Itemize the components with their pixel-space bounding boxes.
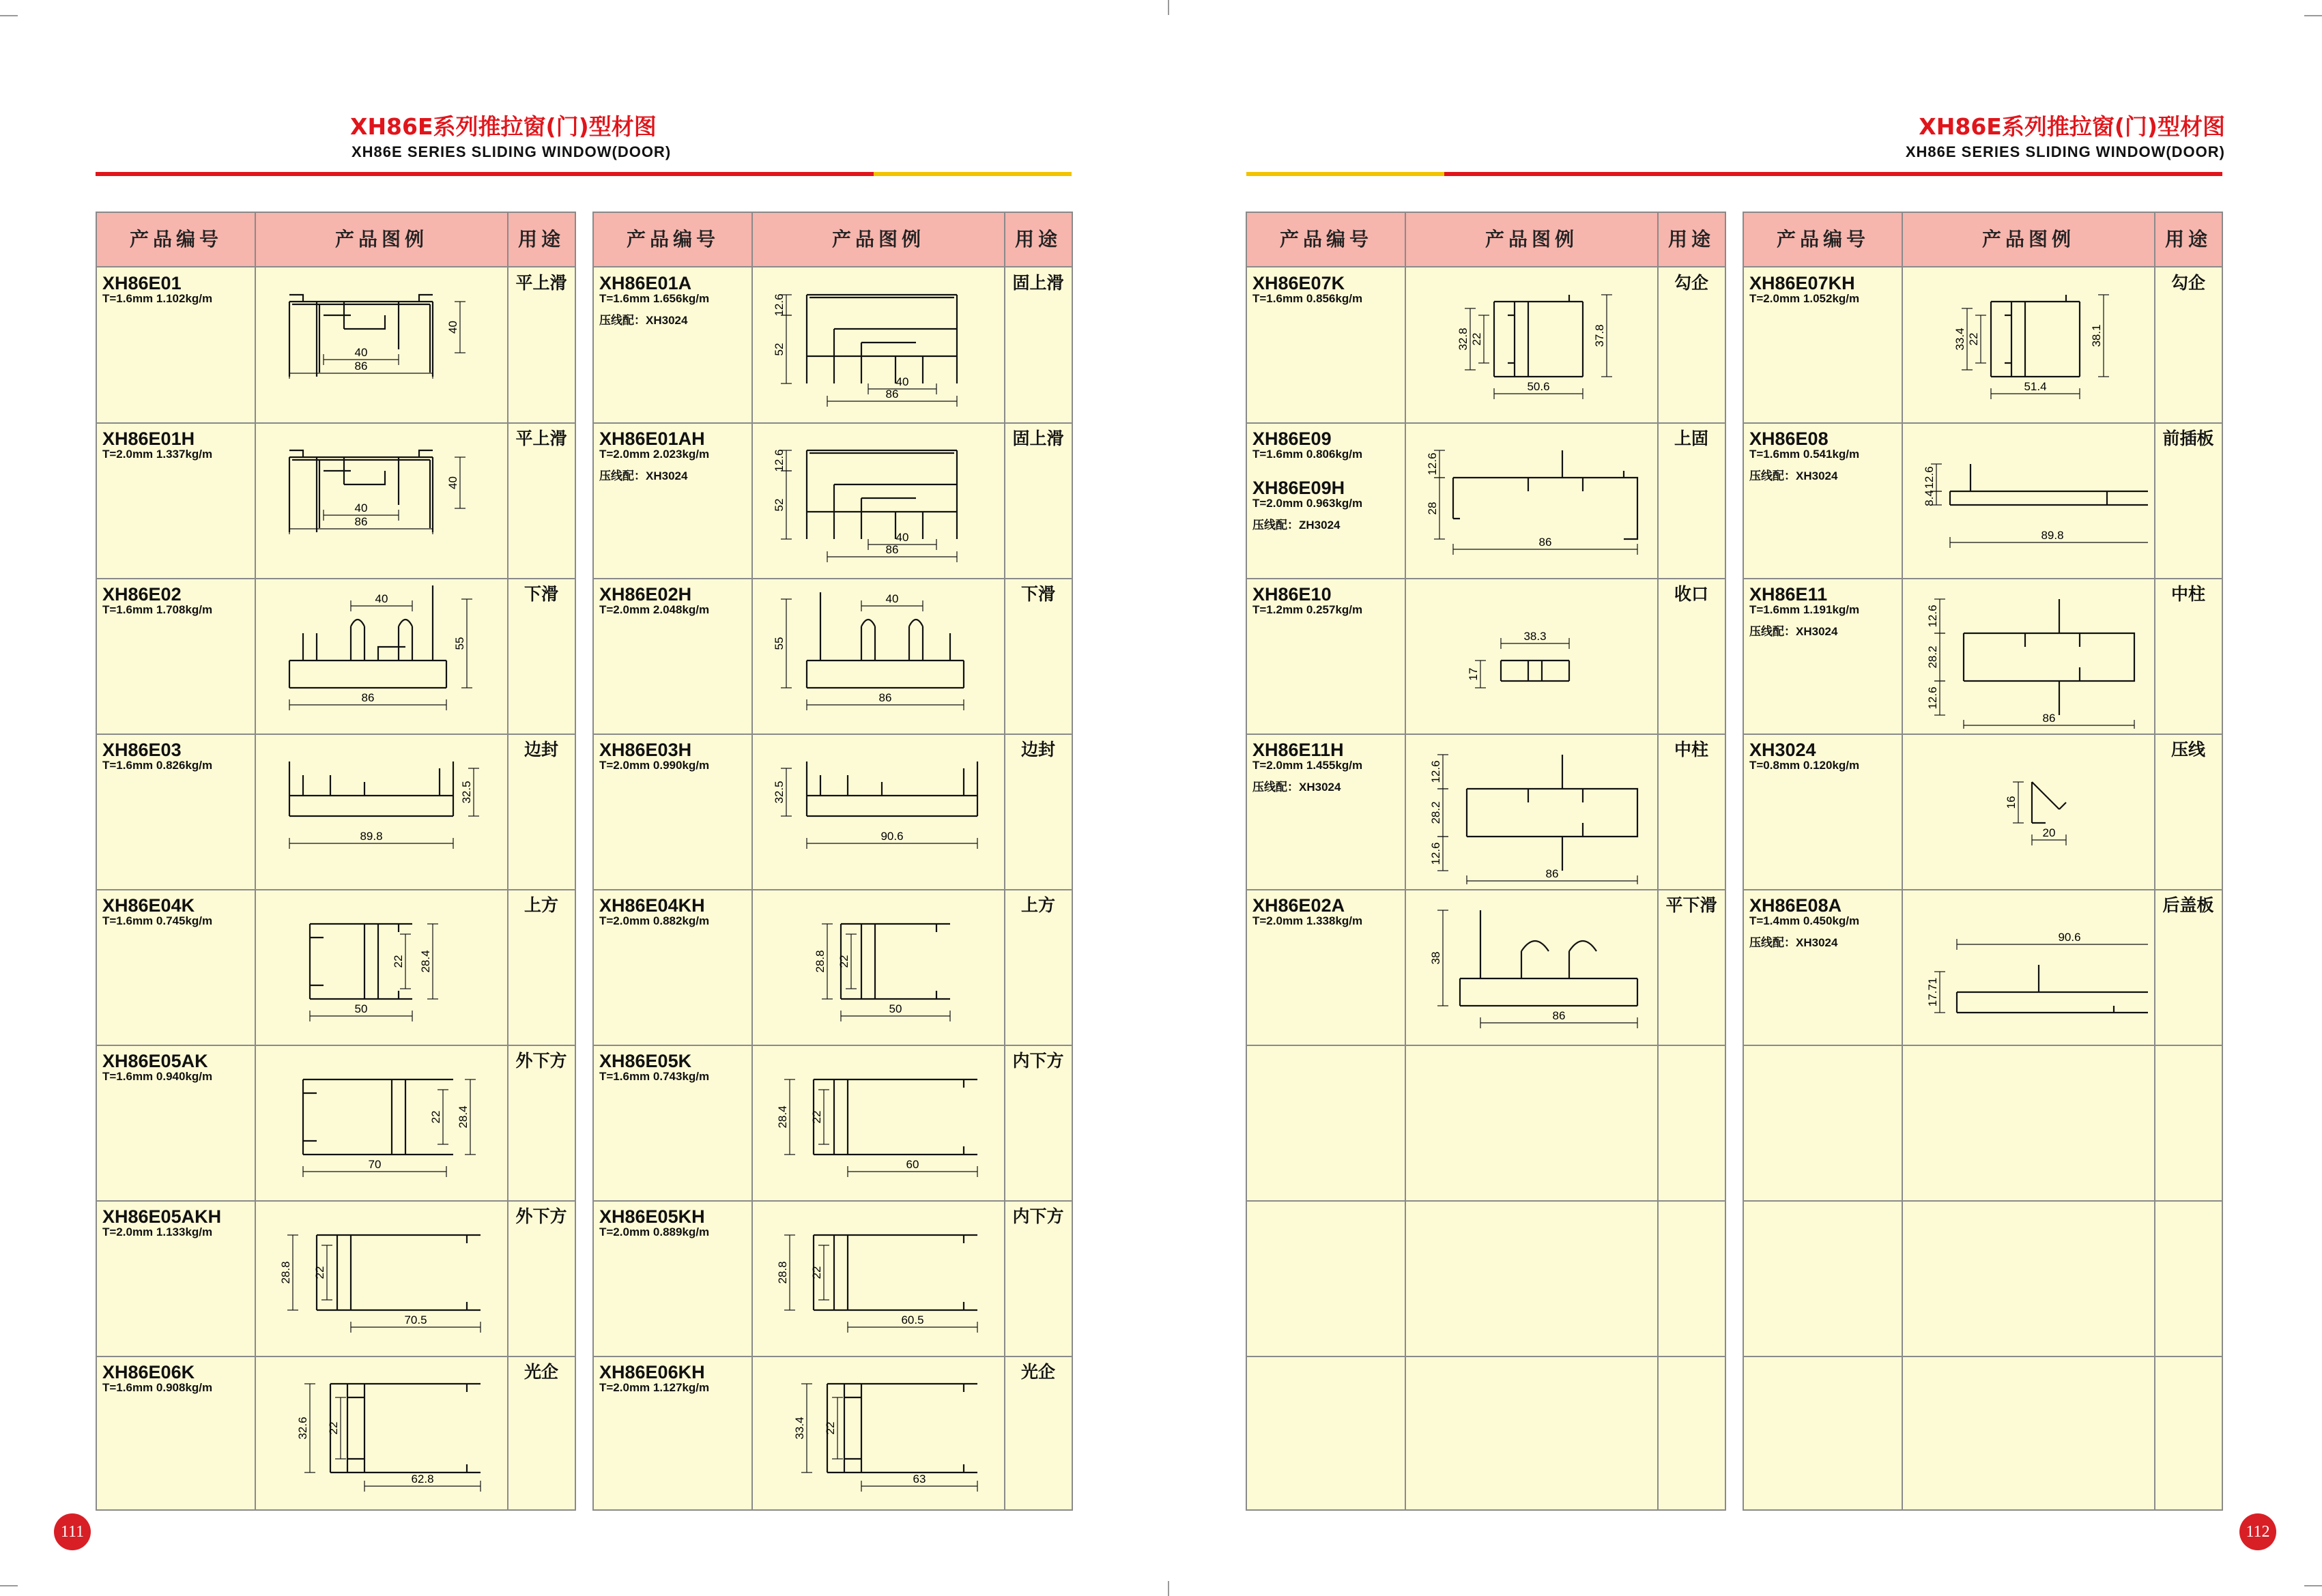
table-row (594, 1201, 1072, 1356)
table-header (594, 213, 1072, 267)
product-code: XH86E01 (102, 273, 182, 293)
dimension-label: 38.3 (1523, 630, 1547, 643)
table-header (1744, 213, 2222, 267)
dimension-label: 22 (810, 1266, 823, 1279)
dimension-label: 8.4 (1923, 490, 1936, 506)
dimension-label: 12.6 (1426, 452, 1439, 476)
product-spec: T=2.0mm 1.455kg/m (1252, 759, 1363, 772)
dimension-label: 38.1 (2090, 324, 2103, 347)
dimension-label: 38 (1429, 951, 1442, 965)
dimension-label: 51.4 (2024, 380, 2047, 393)
crop-mark-bottom-center (1168, 1581, 1169, 1596)
header-code: 产品编号 (129, 228, 223, 250)
header-use: 用途 (517, 228, 564, 250)
table-row (97, 267, 575, 423)
dimension-label: 32.5 (773, 781, 786, 804)
profile-table-3 (1246, 212, 1726, 1511)
header-use: 用途 (1014, 228, 1061, 250)
profile-diagram (1412, 897, 1651, 1040)
header-code: 产品编号 (626, 228, 719, 250)
product-use: 内下方 (1012, 1206, 1064, 1226)
header-code: 产品编号 (1279, 228, 1373, 250)
profile-diagram (759, 274, 998, 418)
product-code: XH86E07KH (1749, 273, 1855, 293)
page-number-left: 111 (54, 1513, 91, 1550)
product-spec: T=2.0mm 1.338kg/m (1252, 914, 1363, 927)
dimension-label: 70.5 (404, 1314, 427, 1326)
product-spec: T=2.0mm 0.882kg/m (599, 914, 710, 927)
table-row (594, 579, 1072, 734)
profile-diagram (1909, 430, 2148, 573)
dimension-label: 28.4 (457, 1105, 470, 1129)
product-code: XH86E05KH (599, 1206, 705, 1227)
dimension-label: 22 (327, 1421, 340, 1435)
dimension-label: 86 (878, 691, 892, 704)
table-row (97, 890, 575, 1045)
profile-diagram (262, 1363, 501, 1507)
product-use: 收口 (1674, 584, 1708, 604)
product-use: 上固 (1674, 429, 1708, 448)
dimension-label: 90.6 (2058, 931, 2081, 944)
table-row (97, 1201, 575, 1356)
dimension-label: 33.4 (793, 1417, 806, 1440)
product-spec: 压线配：XH3024 (1749, 936, 1838, 949)
dimension-label: 60 (906, 1158, 919, 1171)
product-spec: 压线配：XH3024 (1749, 625, 1838, 638)
product-spec: T=1.6mm 1.708kg/m (102, 603, 213, 616)
header-bar-right-yellow (1246, 172, 1444, 176)
dimension-label: 86 (354, 515, 368, 528)
dimension-label: 50.6 (1527, 380, 1550, 393)
dimension-label: 12.6 (1429, 842, 1442, 865)
dimension-label: 86 (354, 360, 368, 373)
table-row (1247, 267, 1725, 423)
dimension-label: 20 (2042, 826, 2056, 839)
table-row (594, 423, 1072, 579)
crop-mark-top-center (1168, 0, 1169, 15)
dimension-label: 17.71 (1926, 977, 1939, 1007)
profile-diagram (1412, 274, 1651, 418)
dimension-label: 33.4 (1953, 328, 1966, 351)
product-code: XH86E05AKH (102, 1206, 222, 1227)
product-use: 固上滑 (1012, 429, 1064, 448)
header-diagram: 产品图例 (831, 228, 925, 250)
crop-mark-top-left (0, 15, 18, 16)
crop-mark-bottom-left (0, 1585, 18, 1586)
dimension-label: 28.8 (279, 1261, 292, 1284)
profile-diagram (759, 430, 998, 573)
dimension-label: 40 (446, 321, 459, 334)
dimension-label: 86 (2042, 712, 2056, 725)
dimension-label: 17 (1467, 667, 1480, 681)
dimension-label: 32.5 (460, 781, 473, 804)
product-use: 上方 (1020, 895, 1055, 915)
product-use: 中柱 (2170, 584, 2205, 604)
product-use: 下滑 (1020, 584, 1055, 604)
dimension-label: 86 (885, 388, 899, 401)
product-use: 外下方 (515, 1051, 567, 1071)
product-use: 边封 (1020, 740, 1055, 759)
product-use: 中柱 (1674, 740, 1708, 759)
dimension-label: 86 (1545, 867, 1559, 880)
product-code: XH86E05AK (102, 1051, 208, 1071)
table-row (1247, 890, 1725, 1045)
page-title-right: XH86E系列推拉窗(门)型材图 (1919, 113, 2225, 140)
table-row (594, 267, 1072, 423)
table-row (594, 1356, 1072, 1512)
product-use: 下滑 (524, 584, 558, 604)
dimension-label: 22 (1470, 332, 1483, 346)
table-row (594, 734, 1072, 890)
dimension-label: 22 (824, 1421, 837, 1435)
profile-diagram (1909, 897, 2148, 1040)
product-code: XH86E01AH (599, 429, 705, 449)
product-spec: T=0.8mm 0.120kg/m (1749, 759, 1860, 772)
table-row (1744, 890, 2222, 1045)
table-row (1744, 267, 2222, 423)
product-spec: T=1.6mm 0.743kg/m (599, 1070, 710, 1083)
dimension-label: 40 (354, 502, 368, 514)
dimension-label: 40 (375, 592, 388, 605)
dimension-label: 28.2 (1429, 801, 1442, 824)
table-row (97, 734, 575, 890)
crop-mark-top-right (2304, 15, 2322, 16)
table-row (1247, 1201, 1725, 1356)
dimension-label: 55 (773, 637, 786, 650)
product-spec: T=1.6mm 0.908kg/m (102, 1381, 213, 1394)
header-use: 用途 (2164, 228, 2211, 250)
dimension-label: 60.5 (901, 1314, 924, 1326)
dimension-label: 89.8 (360, 830, 383, 843)
product-code: XH86E11H (1252, 740, 1344, 760)
dimension-label: 86 (885, 543, 899, 556)
profile-table-2 (592, 212, 1073, 1511)
product-code: XH86E02A (1252, 895, 1345, 916)
dimension-label: 22 (1967, 332, 1980, 346)
product-code: XH86E10 (1252, 584, 1332, 605)
table-row (1744, 423, 2222, 579)
profile-diagram (262, 585, 501, 729)
product-code: XH86E04K (102, 895, 195, 916)
product-code: XH86E08A (1749, 895, 1842, 916)
product-use: 边封 (524, 740, 558, 759)
product-code: XH86E09 (1252, 429, 1332, 449)
profile-diagram (262, 274, 501, 418)
product-spec: T=2.0mm 1.127kg/m (599, 1381, 710, 1394)
dimension-label: 28.2 (1926, 645, 1939, 669)
dimension-label: 40 (895, 531, 909, 544)
profile-diagram (262, 1052, 501, 1195)
profile-diagram (1412, 585, 1651, 729)
profile-diagram (1412, 430, 1651, 573)
page-title-left: XH86E系列推拉窗(门)型材图 (350, 113, 657, 140)
profile-diagram (262, 741, 501, 884)
profile-diagram (759, 585, 998, 729)
table-header (1247, 213, 1725, 267)
profile-diagram (1909, 585, 2148, 729)
dimension-label: 52 (773, 343, 786, 356)
header-code: 产品编号 (1776, 228, 1869, 250)
product-use: 固上滑 (1012, 273, 1064, 293)
table-row (594, 1045, 1072, 1201)
table-row (1744, 734, 2222, 890)
product-spec: T=1.6mm 1.656kg/m (599, 292, 710, 305)
profile-table-4 (1743, 212, 2223, 1511)
product-code: XH86E01H (102, 429, 195, 449)
profile-table-1 (96, 212, 576, 1511)
product-code: XH86E05K (599, 1051, 692, 1071)
dimension-label: 40 (446, 476, 459, 489)
crop-mark-bottom-right (2304, 1585, 2322, 1586)
product-code: XH86E11 (1749, 584, 1828, 605)
profile-diagram (759, 741, 998, 884)
dimension-label: 50 (889, 1002, 902, 1015)
dimension-label: 37.8 (1593, 324, 1606, 347)
dimension-label: 86 (1552, 1009, 1566, 1022)
product-spec-secondary: T=2.0mm 0.963kg/m (1252, 497, 1363, 510)
dimension-label: 86 (361, 691, 375, 704)
dimension-label: 28.4 (776, 1105, 789, 1129)
product-spec: 压线配：XH3024 (1252, 781, 1341, 794)
product-use: 压线 (2170, 740, 2205, 759)
product-spec: T=1.6mm 0.806kg/m (1252, 448, 1363, 461)
header-bar-left-yellow (874, 172, 1072, 176)
dimension-label: 12.6 (1926, 605, 1939, 628)
dimension-label: 62.8 (411, 1472, 434, 1485)
product-spec: 压线配：XH3024 (599, 314, 688, 327)
header-diagram: 产品图例 (334, 228, 428, 250)
table-row (1247, 1045, 1725, 1201)
profile-diagram (759, 1052, 998, 1195)
dimension-label: 32.6 (296, 1417, 309, 1440)
product-use: 平上滑 (515, 273, 567, 293)
dimension-label: 40 (895, 375, 909, 388)
dimension-label: 12.6 (773, 293, 786, 317)
product-use: 外下方 (515, 1206, 567, 1226)
dimension-label: 55 (453, 637, 466, 650)
product-code: XH86E06K (102, 1362, 195, 1382)
product-code: XH86E03 (102, 740, 182, 760)
table-row (1247, 423, 1725, 579)
product-use: 上方 (524, 895, 558, 915)
profile-diagram (262, 1208, 501, 1351)
product-code: XH86E01A (599, 273, 692, 293)
product-code: XH86E06KH (599, 1362, 705, 1382)
product-spec: T=1.4mm 0.450kg/m (1749, 914, 1860, 927)
dimension-label: 22 (313, 1266, 326, 1279)
product-code-secondary: XH86E09H (1252, 478, 1345, 498)
table-row (97, 1356, 575, 1512)
dimension-label: 12.6 (1926, 686, 1939, 710)
dimension-label: 28.4 (419, 950, 432, 973)
product-spec: T=2.0mm 0.889kg/m (599, 1225, 710, 1238)
product-spec: T=2.0mm 1.052kg/m (1749, 292, 1860, 305)
table-row (1247, 734, 1725, 890)
dimension-label: 40 (885, 592, 899, 605)
product-use: 前插板 (2162, 429, 2214, 448)
product-spec: 压线配：XH3024 (1749, 469, 1838, 482)
product-spec: T=1.6mm 1.191kg/m (1749, 603, 1860, 616)
dimension-label: 90.6 (880, 830, 904, 843)
product-spec: T=2.0mm 1.337kg/m (102, 448, 213, 461)
product-spec: T=1.6mm 0.940kg/m (102, 1070, 213, 1083)
dimension-label: 70 (368, 1158, 382, 1171)
product-use: 后盖板 (2162, 895, 2214, 915)
profile-diagram (262, 897, 501, 1040)
product-spec: T=1.2mm 0.257kg/m (1252, 603, 1363, 616)
table-row (1744, 579, 2222, 734)
product-code: XH3024 (1749, 740, 1816, 760)
product-spec: T=2.0mm 0.990kg/m (599, 759, 710, 772)
table-row (1247, 579, 1725, 734)
product-use: 光企 (1020, 1362, 1055, 1382)
dimension-label: 16 (2005, 796, 2018, 809)
dimension-label: 52 (773, 498, 786, 512)
product-spec: 压线配：XH3024 (599, 469, 688, 482)
product-use: 平下滑 (1665, 895, 1717, 915)
product-use: 勾企 (2170, 273, 2205, 293)
page-number-right: 112 (2239, 1513, 2276, 1550)
dimension-label: 22 (429, 1110, 442, 1124)
page-subtitle-left: XH86E SERIES SLIDING WINDOW(DOOR) (352, 143, 672, 160)
profile-diagram (1909, 741, 2148, 884)
product-code: XH86E04KH (599, 895, 705, 916)
dimension-label: 63 (913, 1472, 926, 1485)
product-code: XH86E02 (102, 584, 182, 605)
dimension-label: 32.8 (1457, 328, 1470, 351)
product-spec: T=1.6mm 0.745kg/m (102, 914, 213, 927)
profile-diagram (759, 1363, 998, 1507)
product-spec: T=1.6mm 0.856kg/m (1252, 292, 1363, 305)
dimension-label: 12.6 (1923, 466, 1936, 489)
dimension-label: 22 (810, 1110, 823, 1124)
profile-diagram (262, 430, 501, 573)
product-spec: T=2.0mm 2.023kg/m (599, 448, 710, 461)
product-spec: T=1.6mm 1.102kg/m (102, 292, 213, 305)
product-use: 内下方 (1012, 1051, 1064, 1071)
product-spec-secondary: 压线配：ZH3024 (1252, 519, 1341, 532)
dimension-label: 89.8 (2041, 529, 2064, 542)
table-row (1744, 1356, 2222, 1512)
table-row (1744, 1201, 2222, 1356)
dimension-label: 28 (1426, 502, 1439, 515)
dimension-label: 40 (354, 346, 368, 359)
product-use: 光企 (524, 1362, 558, 1382)
dimension-label: 22 (837, 955, 850, 968)
table-row (97, 579, 575, 734)
table-row (594, 890, 1072, 1045)
product-code: XH86E02H (599, 584, 692, 605)
dimension-label: 12.6 (1429, 760, 1442, 783)
table-row (1744, 1045, 2222, 1201)
profile-diagram (759, 1208, 998, 1351)
product-use: 平上滑 (515, 429, 567, 448)
product-spec: T=1.6mm 0.541kg/m (1749, 448, 1860, 461)
header-bar-left-red (96, 172, 874, 176)
product-spec: T=2.0mm 1.133kg/m (102, 1225, 213, 1238)
table-row (97, 423, 575, 579)
product-spec: T=1.6mm 0.826kg/m (102, 759, 213, 772)
table-row (97, 1045, 575, 1201)
header-diagram: 产品图例 (1485, 228, 1578, 250)
profile-diagram (1412, 741, 1651, 884)
table-row (1247, 1356, 1725, 1512)
product-use: 勾企 (1674, 273, 1708, 293)
table-header (97, 213, 575, 267)
profile-diagram (1909, 274, 2148, 418)
dimension-label: 22 (392, 955, 405, 968)
product-code: XH86E03H (599, 740, 692, 760)
dimension-label: 50 (354, 1002, 368, 1015)
header-diagram: 产品图例 (1981, 228, 2075, 250)
header-use: 用途 (1667, 228, 1715, 250)
dimension-label: 28.8 (776, 1261, 789, 1284)
dimension-label: 12.6 (773, 449, 786, 472)
product-code: XH86E07K (1252, 273, 1345, 293)
dimension-label: 28.8 (814, 950, 827, 973)
profile-diagram (759, 897, 998, 1040)
product-spec: T=2.0mm 2.048kg/m (599, 603, 710, 616)
header-bar-right-red (1444, 172, 2222, 176)
product-code: XH86E08 (1749, 429, 1829, 449)
dimension-label: 86 (1538, 536, 1552, 549)
page-subtitle-right: XH86E SERIES SLIDING WINDOW(DOOR) (1905, 143, 2225, 160)
